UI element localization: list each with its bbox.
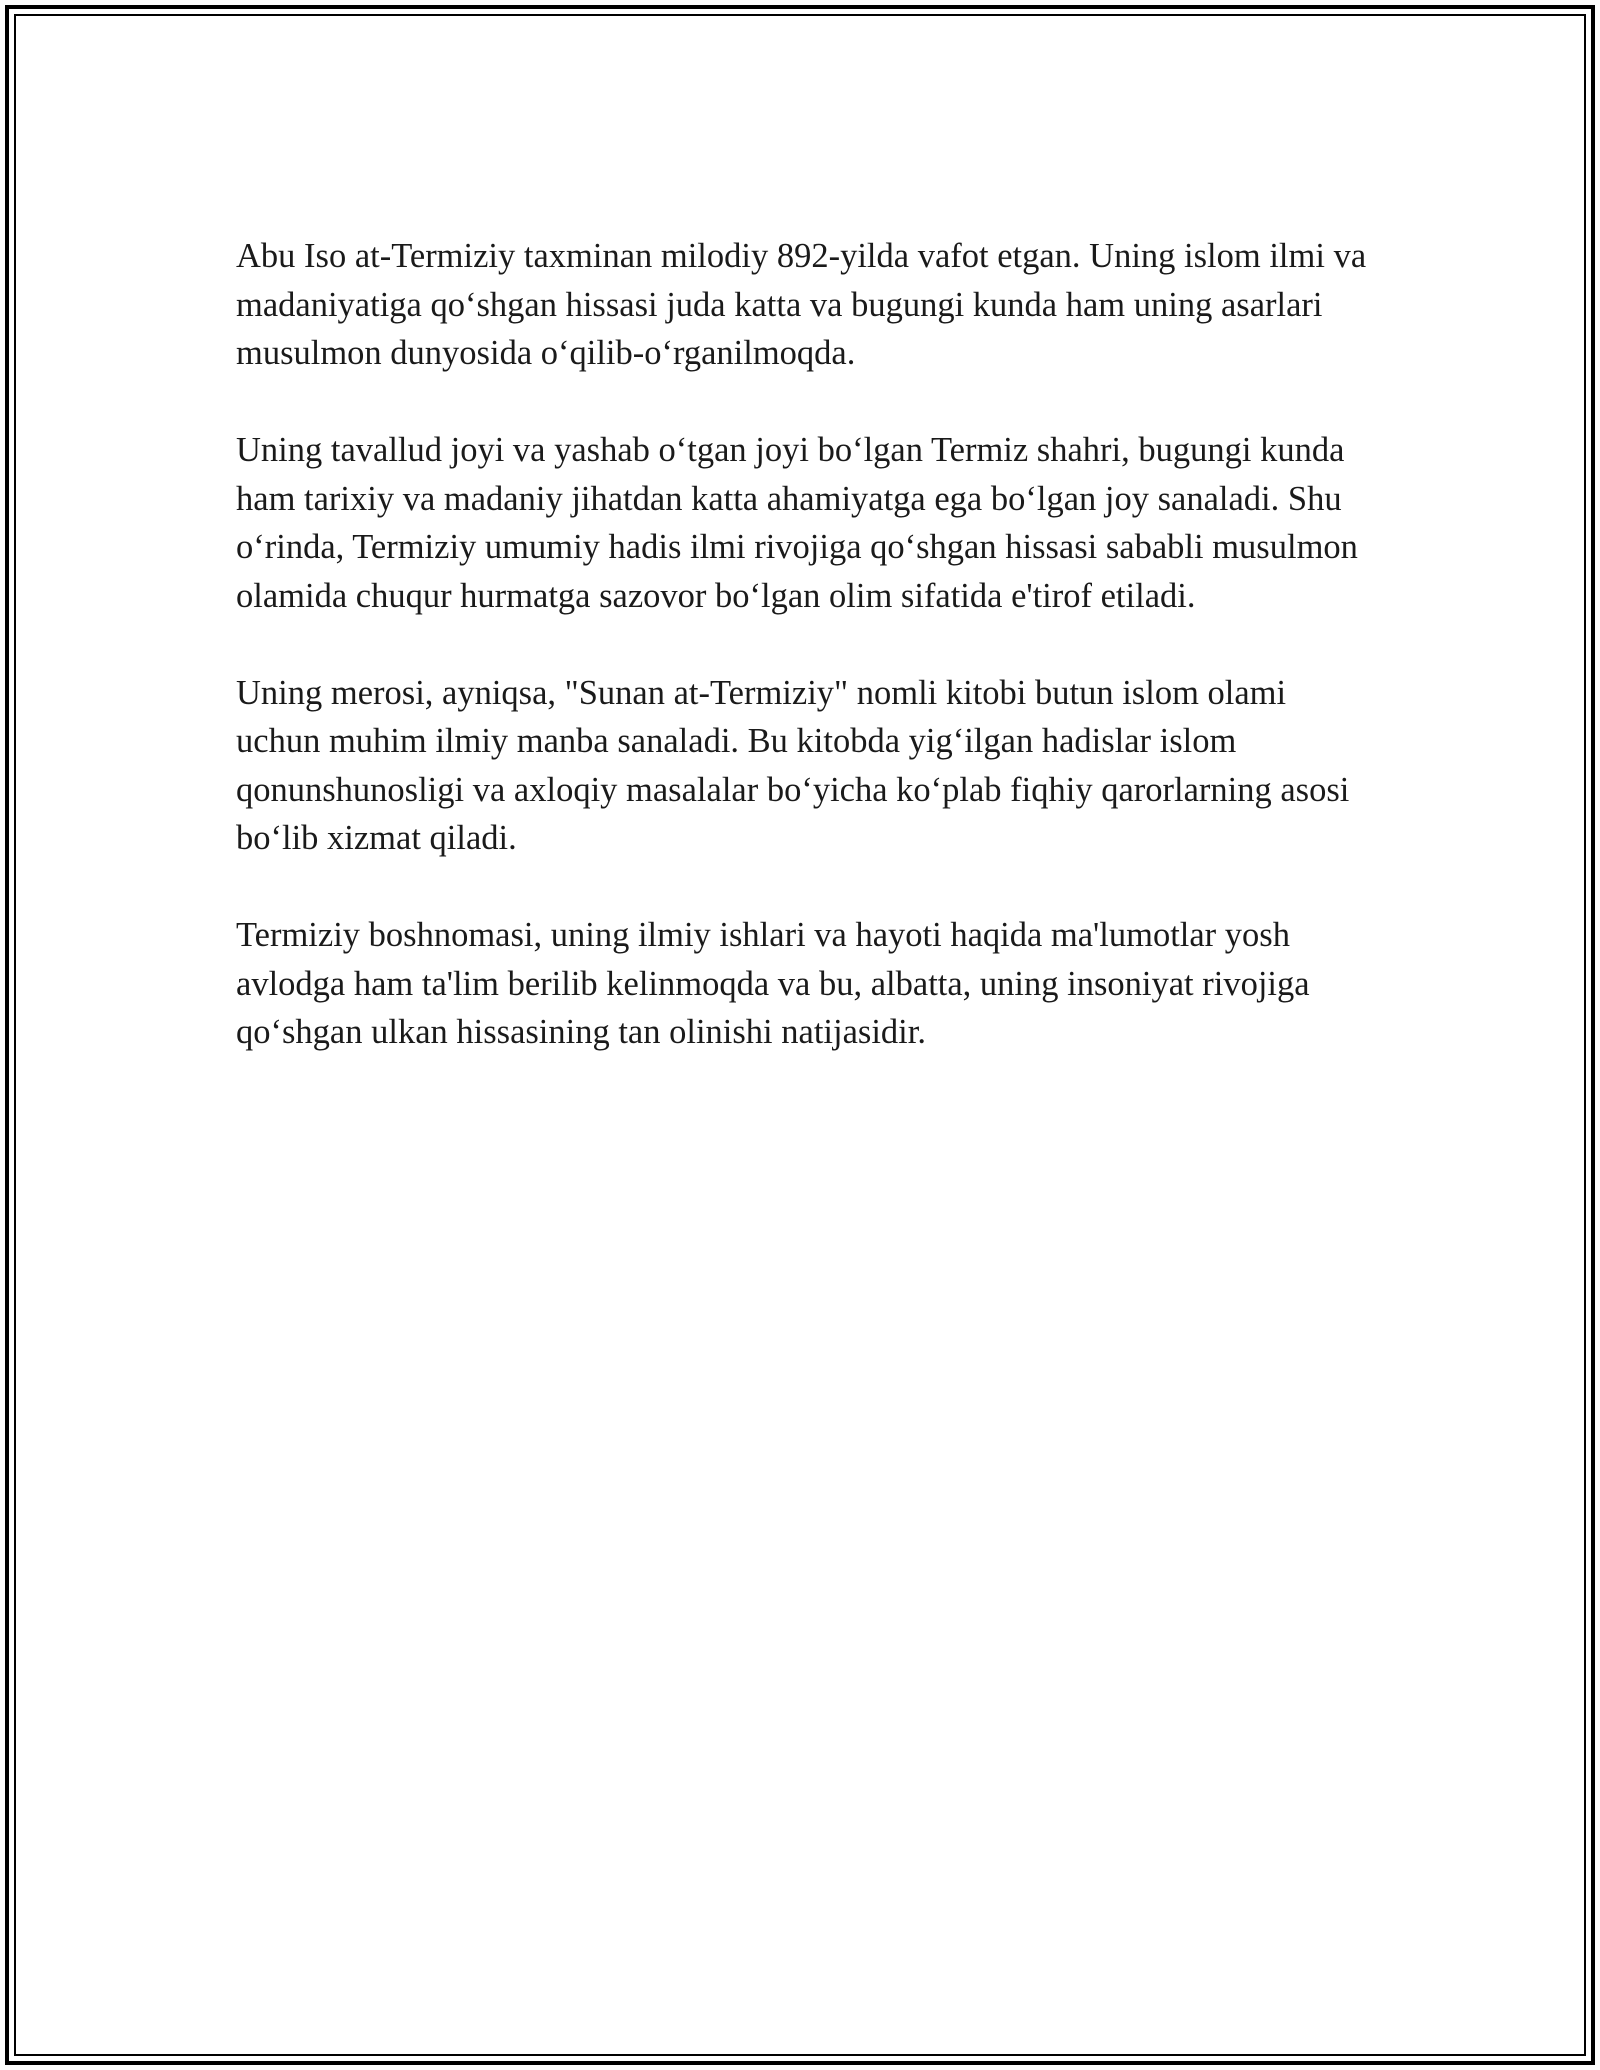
paragraph-4: Termiziy boshnomasi, uning ilmiy ishlari va hayoti haqida ma'lumotlar yosh avlodga ham ta'lim berilib kelinmoqda va bu, albatta, uning insoniyat rivojiga qo‘shgan ulkan hissasining tan olinishi natijasidir. — [236, 916, 1310, 1051]
document-body — [236, 232, 1376, 1105]
paragraph-2: Uning tavallud joyi va yashab o‘tgan joyi bo‘lgan Termiz shahri, bugungi kunda ham tarixiy va madaniy jihatdan katta ahamiyatga ega bo‘lgan joy sanaladi. Shu o‘rinda, Termiziy umumiy hadis ilmi rivojiga qo‘shgan hissasi sababli musulmon olamida chuqur hurmatga sazovor bo‘lgan olim sifatida e'tirof etiladi. — [236, 431, 1358, 615]
paragraph-3: Uning merosi, ayniqsa, "Sunan at-Termiziy" nomli kitobi butun islom olami uchun muhim ilmiy manba sanaladi. Bu kitobda yig‘ilgan hadislar islom qonunshunosligi va axloqiy masalalar bo‘yicha ko‘plab fiqhiy qarorlarning asosi bo‘lib xizmat qiladi. — [236, 673, 1350, 857]
paragraph-1: Abu Iso at-Termiziy taxminan milodiy 892-yilda vafot etgan. Uning islom ilmi va madaniyatiga qo‘shgan hissasi juda katta va bugungi kunda ham uning asarlari musulmon dunyosida o‘qilib-o‘rganilmoqda. — [236, 237, 1367, 372]
